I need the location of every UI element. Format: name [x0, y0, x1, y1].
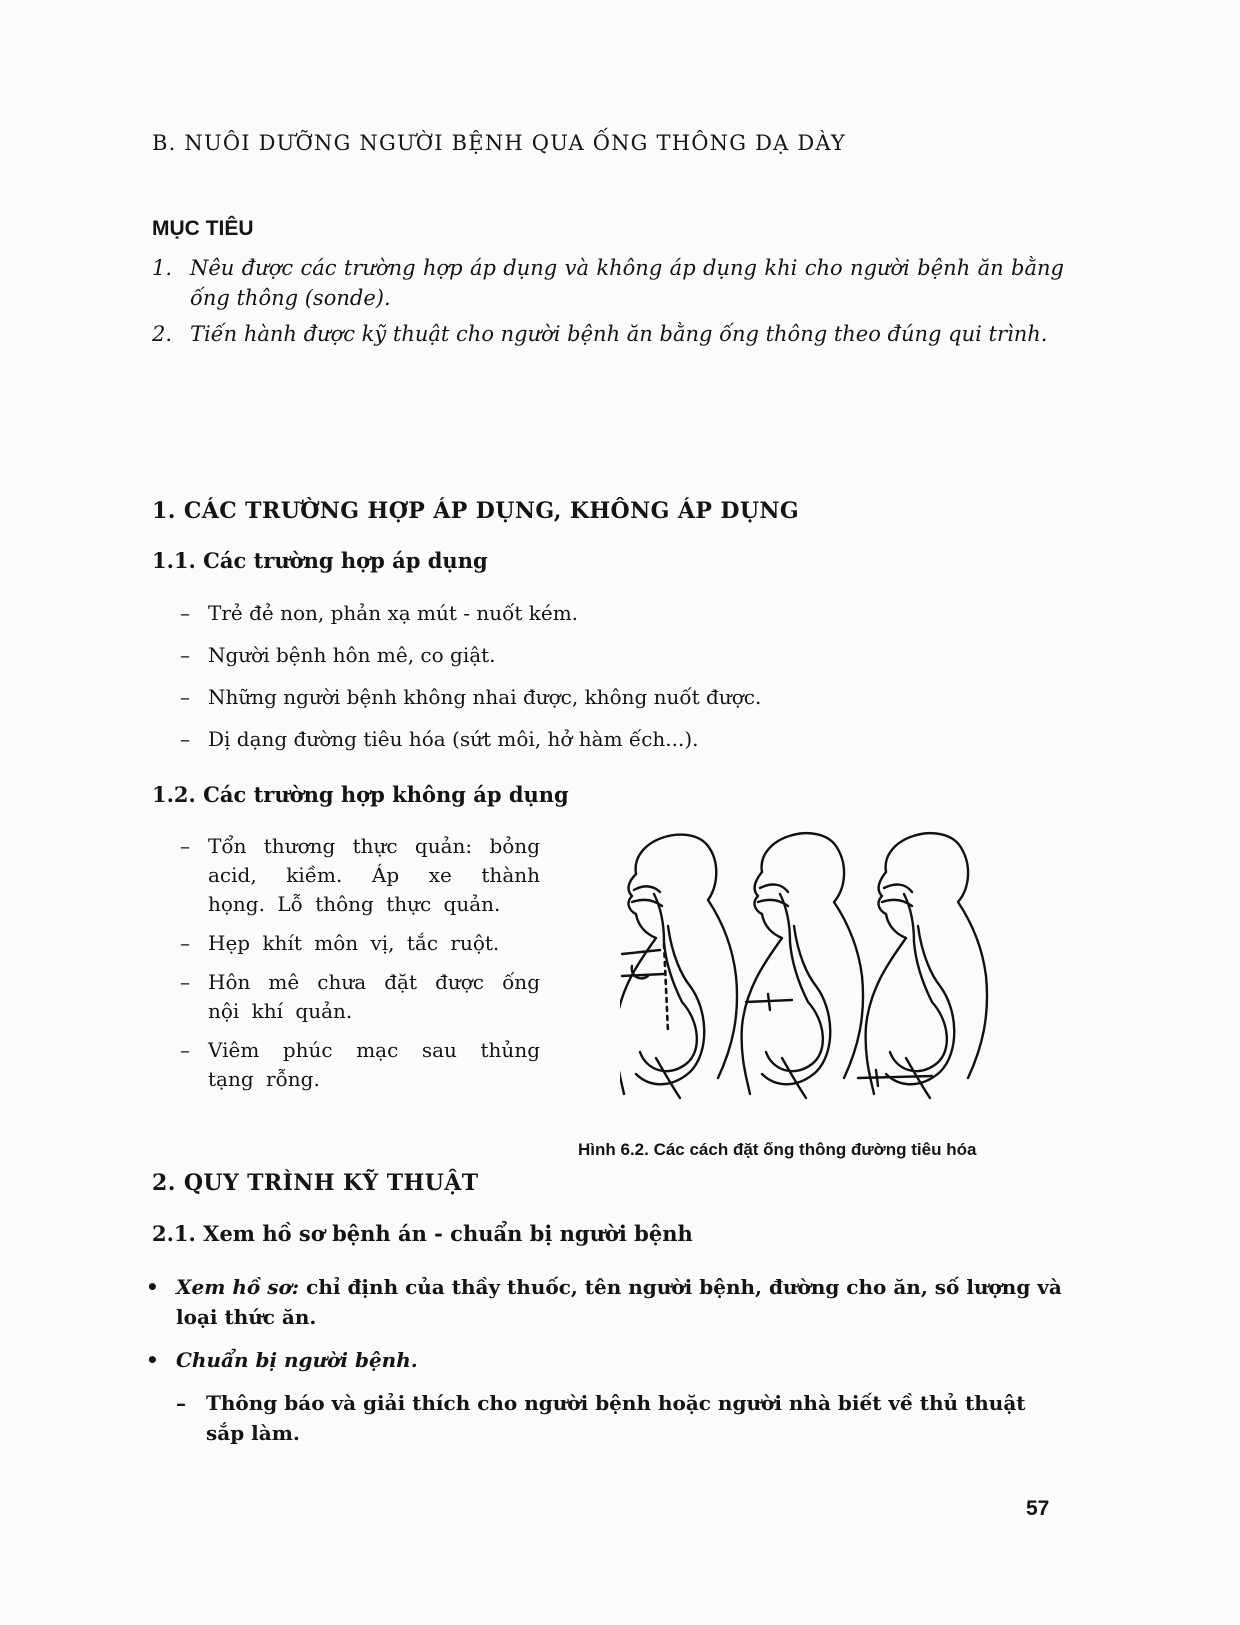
- torso-illustration-3: [858, 833, 987, 1098]
- torso-illustration-2: [742, 833, 863, 1098]
- objectives-heading: MỤC TIÊU: [152, 217, 254, 240]
- bullet-icon: •: [146, 1348, 159, 1372]
- objective-number: 1.: [152, 256, 173, 280]
- figure-caption: Hình 6.2. Các cách đặt ống thông đường tiêu hóa: [578, 1140, 977, 1159]
- part2-heading: 2. QUY TRÌNH KỸ THUẬT: [152, 1170, 479, 1196]
- objective-item: [152, 319, 1064, 349]
- bullet-lead: Chuẩn bị người bệnh.: [176, 1348, 418, 1372]
- list-item: – Viêm phúc mạc sau thủng tạng rỗng.: [180, 1038, 540, 1091]
- torso-illustration-1: [620, 835, 737, 1098]
- part2-sub1-heading: 2.1. Xem hồ sơ bệnh án - chuẩn bị người bệnh: [152, 1221, 693, 1246]
- part1-sub1-heading: 1.1. Các trường hợp áp dụng: [152, 548, 488, 573]
- bullet-lead: Xem hồ sơ:: [176, 1275, 300, 1299]
- objective-text: Nêu được các trường hợp áp dụng và không áp dụng khi cho người bệnh ăn bằng ống thông (sonde).: [190, 256, 1064, 310]
- objective-item: [152, 253, 1064, 313]
- bullet-item: [146, 1345, 1066, 1375]
- list-item: – Dị dạng đường tiêu hóa (sứt môi, hở hàm ếch...).: [180, 727, 699, 751]
- list-item: – Hẹp khít môn vị, tắc ruột.: [180, 931, 500, 955]
- part1-sub2-heading: 1.2. Các trường hợp không áp dụng: [152, 782, 569, 807]
- section-title: B. NUÔI DƯỠNG NGƯỜI BỆNH QUA ỐNG THÔNG DẠ DÀY: [152, 131, 846, 155]
- list-item: – Những người bệnh không nhai được, không nuốt được.: [180, 685, 762, 709]
- objective-number: 2.: [152, 322, 173, 346]
- list-item: – Tổn thương thực quản: bỏng acid, kiềm. Áp xe thành họng. Lỗ thông thực quản.: [180, 834, 540, 916]
- bullet-text: chỉ định của thầy thuốc, tên người bệnh, đường cho ăn, số lượng và loại thức ăn.: [176, 1275, 1062, 1329]
- list-item: – Hôn mê chưa đặt được ống nội khí quản.: [180, 970, 540, 1023]
- list-item: – Người bệnh hôn mê, co giật.: [180, 643, 496, 667]
- list-item: – Trẻ đẻ non, phản xạ mút - nuốt kém.: [180, 601, 579, 625]
- objective-text: Tiến hành được kỹ thuật cho người bệnh ăn bằng ống thông theo đúng qui trình.: [190, 322, 1048, 346]
- indications-list: [180, 598, 880, 766]
- list-item: – Thông báo và giải thích cho người bệnh hoặc người nhà biết về thủ thuật sắp làm.: [176, 1391, 1026, 1445]
- bullet-icon: •: [146, 1275, 159, 1299]
- feeding-tube-figure: [620, 826, 1000, 1116]
- page-number: 57: [1026, 1497, 1050, 1520]
- part1-heading: 1. CÁC TRƯỜNG HỢP ÁP DỤNG, KHÔNG ÁP DỤNG: [152, 498, 800, 524]
- contraindications-list: [180, 832, 540, 1104]
- bullet-item: [146, 1272, 1066, 1332]
